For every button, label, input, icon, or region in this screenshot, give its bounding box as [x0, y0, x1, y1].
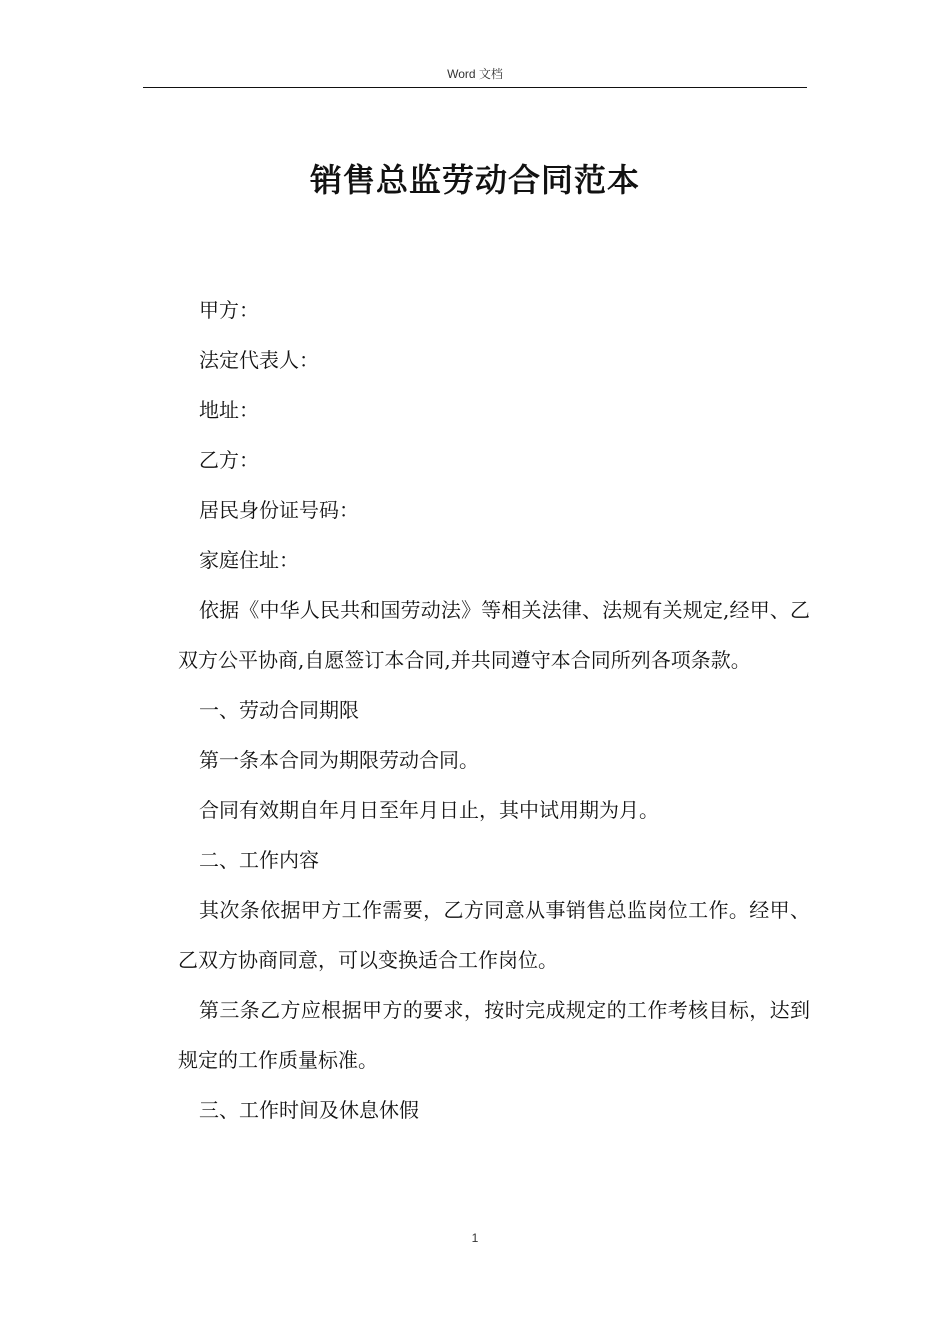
- paragraph-article-1: 第一条本合同为期限劳动合同。: [199, 748, 479, 772]
- paragraph-validity-period: 合同有效期自年月日至年月日止，其中试用期为月。: [199, 798, 659, 822]
- paragraph-article-3: 第三条乙方应根据甲方的要求，按时完成规定的工作考核目标，达到规定的工作质量标准。: [178, 998, 810, 1072]
- header-divider: [143, 87, 807, 88]
- section-heading-work-content: 二、工作内容: [199, 848, 319, 872]
- paragraph-id-number: 居民身份证号码：: [199, 498, 359, 522]
- page-number: 1: [471, 1231, 479, 1245]
- paragraph-legal-representative: 法定代表人：: [199, 348, 319, 372]
- paragraph-party-a: 甲方：: [199, 298, 259, 322]
- page-header: Word 文档: [447, 67, 503, 81]
- paragraph-address: 地址：: [199, 398, 259, 422]
- section-heading-working-hours: 三、工作时间及休息休假: [199, 1098, 419, 1122]
- document-title: 销售总监劳动合同范本: [309, 161, 640, 199]
- document-body: [178, 285, 810, 1135]
- paragraph-preamble: 依据《中华人民共和国劳动法》等相关法律、法规有关规定,经甲、乙双方公平协商,自愿签订本合同,并共同遵守本合同所列各项条款。: [178, 598, 810, 672]
- paragraph-home-address: 家庭住址：: [199, 548, 299, 572]
- paragraph-party-b: 乙方：: [199, 448, 259, 472]
- section-heading-contract-term: 一、劳动合同期限: [199, 698, 359, 722]
- paragraph-article-2: 其次条依据甲方工作需要，乙方同意从事销售总监岗位工作。经甲、乙双方协商同意，可以变换适合工作岗位。: [178, 898, 810, 972]
